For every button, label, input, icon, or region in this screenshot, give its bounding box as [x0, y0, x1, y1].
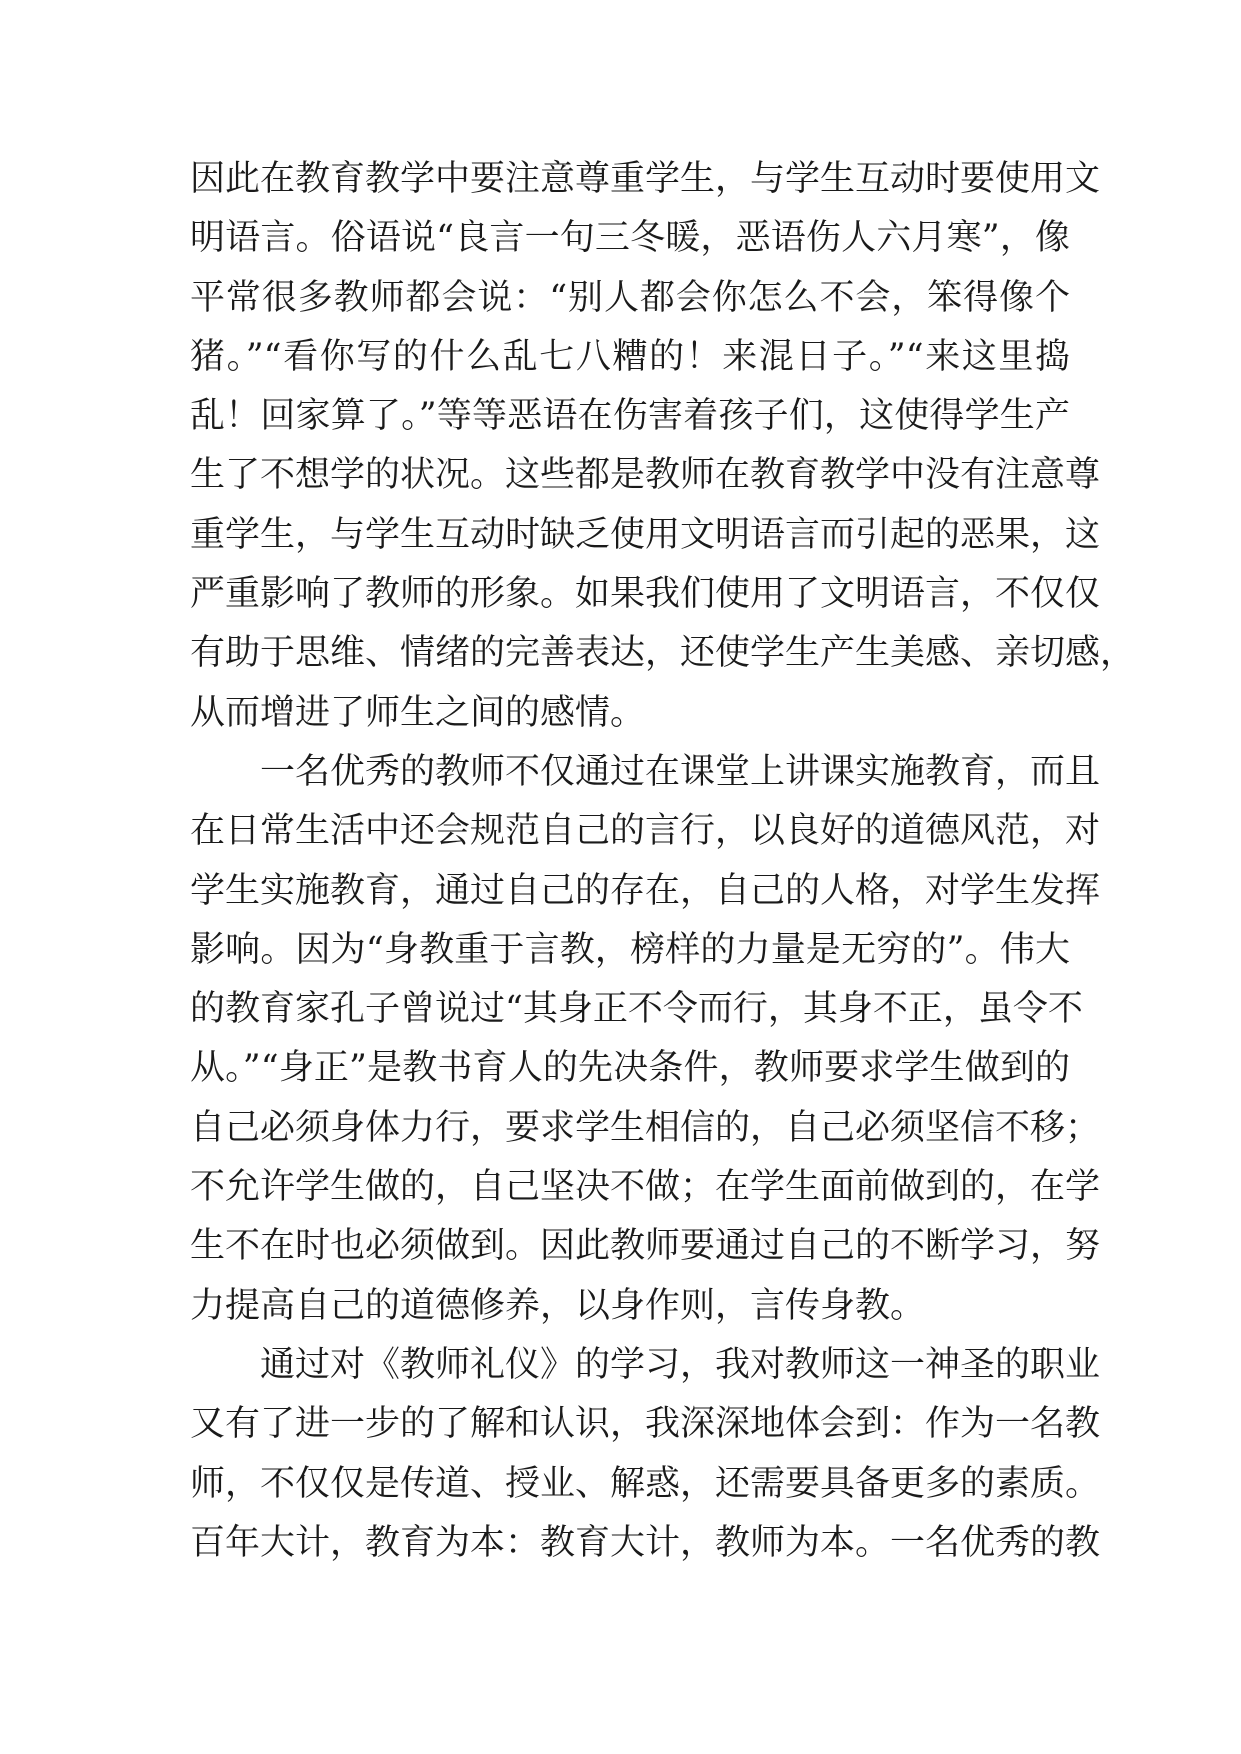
text-line: 严重影响了教师的形象。如果我们使用了文明语言，不仅仅	[190, 574, 1101, 615]
text-line: 重学生，与学生互动时缺乏使用文明语言而引起的恶果，这	[190, 514, 1101, 555]
text-line: 又有了进一步的了解和认识，我深深地体会到：作为一名教	[190, 1404, 1101, 1445]
text-line: 明语言。俗语说“良言一句三冬暖，恶语伤人六月寒”，像	[190, 218, 1070, 259]
text-line: 一名优秀的教师不仅通过在课堂上讲课实施教育，而且	[260, 751, 1101, 792]
text-line: 猪。”“看你写的什么乱七八糟的！来混日子。”“来这里捣	[190, 336, 1070, 377]
text-line: 的教育家孔子曾说过“其身正不令而行，其身不正，虽令不	[190, 989, 1083, 1030]
text-line: 平常很多教师都会说：“别人都会你怎么不会，笨得像个	[190, 277, 1070, 318]
text-line: 百年大计，教育为本：教育大计，教师为本。一名优秀的教	[190, 1522, 1101, 1563]
text-line: 从而增进了师生之间的感情。	[190, 692, 646, 733]
text-line: 不允许学生做的，自己坚决不做；在学生面前做到的，在学	[190, 1167, 1101, 1208]
text-line: 生不在时也必须做到。因此教师要通过自己的不断学习，努	[190, 1226, 1101, 1267]
text-line: 生了不想学的状况。这些都是教师在教育教学中没有注意尊	[190, 455, 1101, 496]
text-line: 学生实施教育，通过自己的存在，自己的人格，对学生发挥	[190, 870, 1101, 911]
text-line: 因此在教育教学中要注意尊重学生，与学生互动时要使用文	[190, 159, 1101, 199]
text-line: 自己必须身体力行，要求学生相信的，自己必须坚信不移；	[190, 1107, 1101, 1148]
text-line: 通过对《教师礼仪》的学习，我对教师这一神圣的职业	[260, 1344, 1101, 1385]
text-line: 师，不仅仅是传道、授业、解惑，还需要具备更多的素质。	[190, 1463, 1101, 1504]
text-line: 影响。因为“身教重于言教，榜样的力量是无穷的”。伟大	[190, 929, 1070, 970]
text-line: 在日常生活中还会规范自己的言行，以良好的道德风范，对	[190, 811, 1101, 852]
body-text	[190, 150, 1136, 1573]
text-line: 乱！回家算了。”等等恶语在伤害着孩子们，这使得学生产	[190, 396, 1070, 437]
text-line: 有助于思维、情绪的完善表达，还使学生产生美感、亲切感，	[190, 633, 1136, 674]
text-line: 力提高自己的道德修养，以身作则，言传身教。	[190, 1285, 926, 1326]
text-line: 从。”“身正”是教书育人的先决条件，教师要求学生做到的	[190, 1048, 1070, 1089]
